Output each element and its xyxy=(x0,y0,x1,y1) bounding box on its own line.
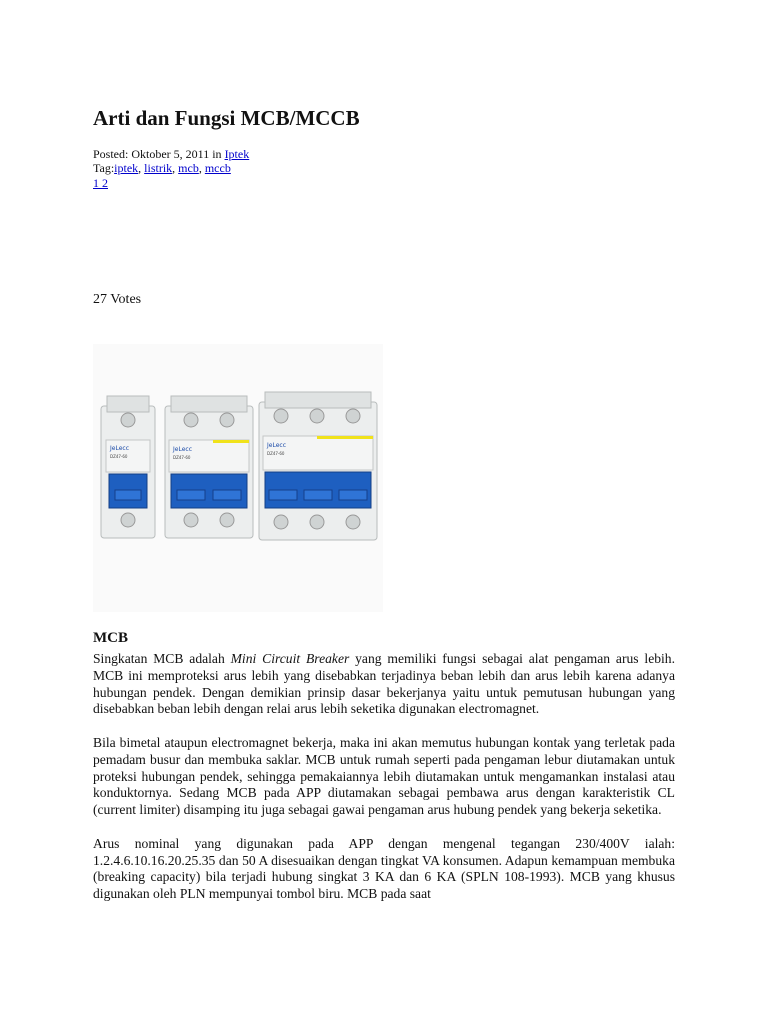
breaker-2-model: DZ47-60 xyxy=(173,455,191,460)
breaker-1-brand: JeLecc xyxy=(110,445,129,452)
tag-link-listrik[interactable]: listrik xyxy=(144,161,173,175)
paragraph-2: Bila bimetal ataupun electromagnet bekerja, maka ini akan memutus hubungan kontak yang terletak pada pemadam busur dan membuka saklar. MCB untuk rumah seperti pada pengaman lebur diutamakan untuk proteksi hubungan pendek, sehingga pemakaiannya lebih diutamakan untuk mengamankan instalasi atau konduktornya. Sedang MCB pada APP diutamakan sebagai pembawa arus dengan karakteristik CL (current limiter) disamping itu juga sebagai gawai pengaman arus hubung pendek yang bekerja seketika. xyxy=(93,734,675,818)
posted-prefix: Posted: Oktober 5, 2011 in xyxy=(93,147,225,161)
mcb-product-image xyxy=(93,344,383,612)
breaker-2-brand: JeLecc xyxy=(173,446,192,453)
tag-link-mccb[interactable]: mccb xyxy=(204,161,231,175)
section-heading-mcb: MCB xyxy=(93,630,128,646)
posted-line xyxy=(93,147,249,162)
paragraph-1-start: Singkatan MCB adalah xyxy=(93,651,231,666)
breaker-1-model: DZ47-60 xyxy=(110,454,128,459)
tag-link-iptek[interactable]: iptek xyxy=(114,161,139,175)
tag-line: Tag:iptek, listrik, mcb, mccb xyxy=(93,161,231,175)
paragraph-1-rest: yang memiliki fungsi sebagai alat pengaman arus lebih. MCB ini memproteksi arus lebih yang disebabkan terjadinya beban lebih dan arus lebih karena adanya hubungan pendek. Dengan demikian prinsip dasar bekerjanya yaitu untuk pemutusan hubungan yang disebabkan beban lebih dengan relai arus lebih seketika digunakan electromagnet. xyxy=(93,651,675,717)
article-title: Arti dan Fungsi MCB/MCCB xyxy=(93,106,360,130)
paragraph-3: Arus nominal yang digunakan pada APP dengan mengenal tegangan 230/400V ialah: 1.2.4.6.10.16.20.25.35 dan 50 A disesuaikan dengan tingkat VA konsumen. Adapun kemampuan membuka (breaking capacity) bila terjadi hubung singkat 3 KA dan 6 KA (SPLN 108-1993). MCB yang khusus digunakan oleh PLN mempunyai tombol biru. MCB pada saat xyxy=(93,835,675,902)
breaker-1-pole xyxy=(101,396,155,538)
article-body xyxy=(93,651,675,920)
tag-prefix: Tag: xyxy=(93,161,115,175)
tag-link-mcb[interactable]: mcb xyxy=(178,161,199,175)
breaker-3-pole xyxy=(259,392,377,540)
breaker-2-pole xyxy=(165,396,253,538)
mcb-breakers-illustration xyxy=(93,344,383,612)
breaker-3-brand: JeLecc xyxy=(267,442,286,449)
rating-links xyxy=(93,176,108,191)
votes-count: 27 Votes xyxy=(93,292,142,307)
category-link[interactable]: Iptek xyxy=(224,147,250,161)
paragraph-1 xyxy=(93,651,675,718)
rating-link[interactable]: 1 2 xyxy=(93,176,108,190)
paragraph-1-emphasis: Mini Circuit Breaker xyxy=(230,651,350,666)
breaker-3-model: DZ47-60 xyxy=(267,451,285,456)
